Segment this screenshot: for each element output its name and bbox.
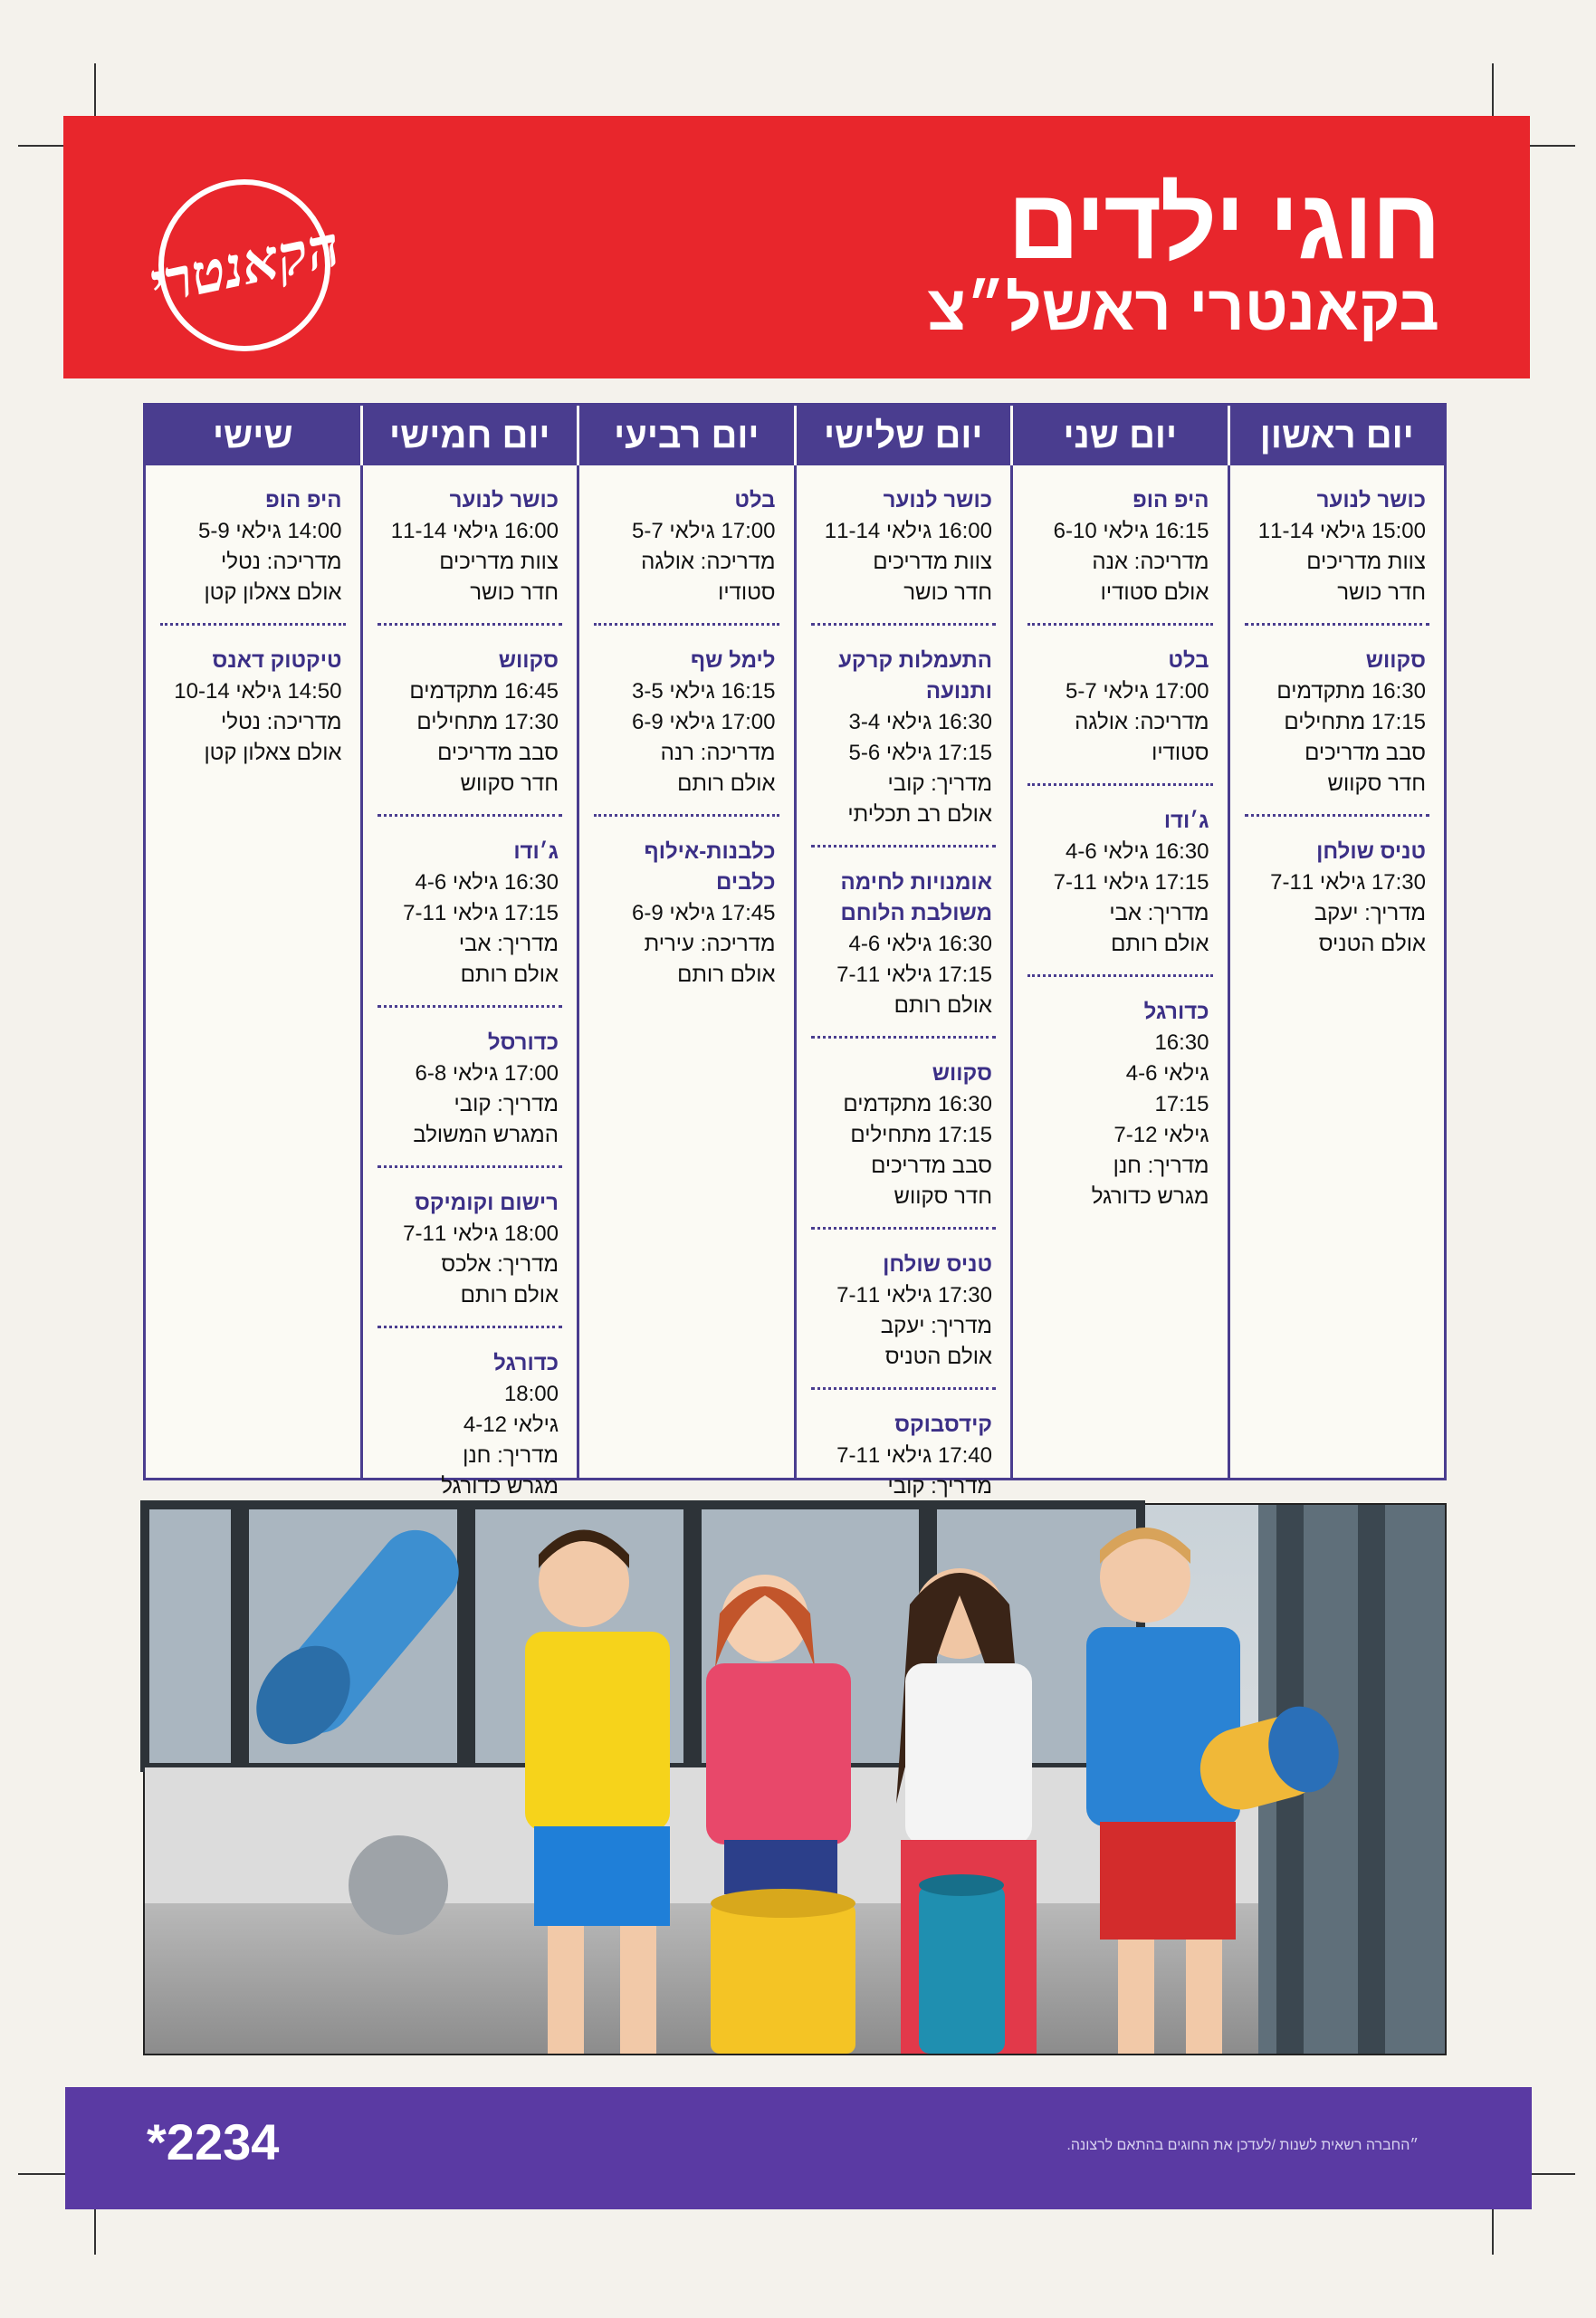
activity-detail: 16:30 מתקדמים: [1276, 679, 1426, 704]
activity-detail: 17:45 גילאי 6-9: [632, 901, 776, 925]
activity-detail: אולם צאלון קטן: [204, 741, 342, 765]
activity-detail: צוות מדריכים: [873, 550, 992, 574]
activity-detail: מדריכה: אולגה: [1075, 710, 1209, 734]
activity-entry: [811, 1049, 997, 1230]
activity-detail: 17:15: [1154, 1092, 1209, 1116]
activity-name: ג׳ודו: [513, 839, 559, 864]
activity-entry: [811, 476, 997, 626]
activity-detail: 16:00 גילאי 11-14: [390, 519, 559, 543]
activity-detail: מדריך: קובי: [887, 771, 992, 796]
day-header-tuesday: יום שלישי: [794, 406, 1011, 465]
activity-detail: סטודיו: [718, 580, 776, 605]
activity-detail: אולם רותם: [677, 771, 776, 796]
activity-name: כלבנות-אילוף כלבים: [644, 839, 776, 895]
activity-detail: 17:15 גילאי 7-11: [403, 901, 559, 925]
activity-detail: צוות מדריכים: [1306, 550, 1426, 574]
activity-detail: 18:00: [503, 1382, 559, 1406]
activity-detail: סטודיו: [1152, 741, 1209, 765]
page-subtitle: בקאנטרי ראשל״צ: [927, 273, 1439, 343]
activity-detail: אולם רותם: [677, 963, 776, 987]
activity-entry: [377, 1179, 563, 1328]
activity-entry: [1027, 637, 1213, 786]
activity-entry: [1245, 476, 1430, 626]
activity-detail: 17:15 גילאי 7-11: [836, 963, 992, 987]
activity-detail: מדריכה: אנה: [1092, 550, 1209, 574]
activity-detail: גילאי 7-12: [1113, 1123, 1209, 1147]
activity-detail: אולם רותם: [460, 963, 559, 987]
activity-detail: מדריך: אבי: [458, 932, 559, 956]
activity-entry: [594, 476, 779, 626]
activity-detail: 17:00 גילאי 5-7: [1066, 679, 1209, 704]
activity-name: טיקטוק דאנס: [212, 648, 342, 673]
activity-name: כושר לנוער: [449, 488, 559, 512]
activity-detail: מגרש כדורגל: [1091, 1184, 1209, 1209]
schedule-columns: [146, 465, 1444, 1499]
activity-entry: [377, 637, 563, 817]
header-banner: [63, 116, 1530, 378]
activity-detail: גילאי 4-12: [463, 1413, 559, 1437]
schedule-header-row: [146, 406, 1444, 465]
day-header-sunday: יום ראשון: [1228, 406, 1445, 465]
activity-detail: חדר כושר: [470, 580, 559, 605]
activity-name: התעמלות קרקע ותנועה: [838, 648, 992, 704]
activity-detail: גילאי 4-6: [1125, 1061, 1209, 1086]
activity-detail: מדריך: יעקב: [1314, 901, 1426, 925]
activity-entry: [1027, 988, 1213, 1227]
day-column: [360, 465, 578, 1499]
activity-name: כדורסל: [487, 1030, 559, 1055]
activity-name: בלט: [734, 488, 776, 512]
activity-detail: 14:50 גילאי 10-14: [174, 679, 342, 704]
activity-detail: מדריכה: אולגה: [641, 550, 776, 574]
activity-detail: אולם הטניס: [884, 1345, 992, 1369]
activity-entry: [594, 637, 779, 817]
activity-detail: 16:30 מתקדמים: [843, 1092, 992, 1116]
activity-detail: מדריך: חנן: [1113, 1154, 1209, 1178]
activity-entry: [377, 828, 563, 1008]
page-title: חוגי ילדים: [1008, 168, 1439, 280]
activity-name: אומנויות לחימה משולבת הלוחם: [840, 870, 992, 925]
day-header-monday: יום שני: [1010, 406, 1228, 465]
footer-banner: [65, 2087, 1532, 2209]
activity-detail: 16:30 גילאי 4-6: [415, 870, 559, 895]
activity-detail: 15:00 גילאי 11-14: [1257, 519, 1426, 543]
disclaimer-text: ״החברה רשאית לשנות /לעדכן את החוגים בהתאם לרצונה.: [1066, 2138, 1419, 2153]
activity-detail: 17:15 גילאי 5-6: [848, 741, 992, 765]
activity-detail: 17:30 גילאי 7-11: [1270, 870, 1426, 895]
activity-detail: מדריך: קובי: [887, 1474, 992, 1499]
activity-name: לימל שף: [690, 648, 776, 673]
activity-detail: אולם סטודיו: [1100, 580, 1209, 605]
activity-detail: 17:30 מתחילים: [416, 710, 559, 734]
activity-entry: [811, 637, 997, 848]
activity-detail: אולם הטניס: [1318, 932, 1426, 956]
activity-name: רישום וקומיקס: [415, 1191, 559, 1215]
activity-entry: [1027, 476, 1213, 626]
activity-name: כדורגל: [1143, 1000, 1209, 1024]
activity-detail: 17:00 גילאי 6-9: [632, 710, 776, 734]
activity-detail: אולם רותם: [894, 993, 992, 1018]
day-header-thursday: יום חמישי: [360, 406, 578, 465]
activity-detail: 16:30 גילאי 4-6: [848, 932, 992, 956]
activity-detail: אולם צאלון קטן: [204, 580, 342, 605]
activity-detail: מדריכה: רנה: [660, 741, 776, 765]
activity-entry: [811, 1240, 997, 1390]
activity-detail: סבב מדריכים: [437, 741, 559, 765]
activity-entry: [594, 828, 779, 1005]
day-column: [146, 465, 360, 1478]
activity-detail: אולם רותם: [1111, 932, 1209, 956]
activity-name: ג׳ודו: [1163, 809, 1209, 833]
activity-detail: 17:15 מתחילים: [850, 1123, 992, 1147]
logo-text: הקאנטרי: [143, 212, 346, 318]
activity-detail: חדר סקווש: [1327, 771, 1426, 796]
activity-name: כדורגל: [493, 1351, 559, 1375]
activity-detail: 17:15 גילאי 7-11: [1053, 870, 1209, 895]
activity-detail: 16:00 גילאי 11-14: [824, 519, 992, 543]
activity-entry: [811, 858, 997, 1039]
activity-detail: סבב מדריכים: [871, 1154, 992, 1178]
activity-entry: [160, 637, 346, 783]
activity-detail: 17:40 גילאי 7-11: [836, 1443, 992, 1468]
activity-entry: [377, 1339, 563, 1517]
activity-entry: [1245, 828, 1430, 974]
day-header-friday: שישי: [212, 415, 293, 455]
activity-detail: מגרש כדורגל: [441, 1474, 559, 1499]
activity-detail: 16:15 גילאי 6-10: [1053, 519, 1209, 543]
activity-detail: חדר כושר: [1337, 580, 1426, 605]
activity-name: קידסבוקס: [894, 1413, 992, 1437]
phone-number[interactable]: *2234: [147, 2113, 280, 2170]
activity-detail: 16:30 גילאי 3-4: [848, 710, 992, 734]
day-column: [1228, 465, 1445, 1478]
activity-detail: מדריך: יעקב: [880, 1314, 992, 1338]
activity-entry: [1027, 797, 1213, 977]
activity-name: סקווש: [498, 648, 559, 673]
day-header-wednesday: יום רביעי: [577, 406, 794, 465]
activity-detail: מדריך: חנן: [463, 1443, 559, 1468]
activity-detail: מדריך: קובי: [454, 1092, 559, 1116]
activity-detail: חדר כושר: [903, 580, 992, 605]
activity-detail: 16:30: [1154, 1030, 1209, 1055]
country-logo: [143, 179, 346, 351]
activity-name: כושר לנוער: [883, 488, 992, 512]
activity-name: בלט: [1168, 648, 1209, 673]
activity-detail: 17:15 מתחילים: [1284, 710, 1426, 734]
activity-detail: חדר סקווש: [460, 771, 559, 796]
activity-detail: 16:30 גילאי 4-6: [1066, 839, 1209, 864]
activity-detail: סבב מדריכים: [1305, 741, 1426, 765]
activity-detail: 17:30 גילאי 7-11: [836, 1283, 992, 1307]
activity-name: היפ הופ: [1132, 488, 1209, 512]
activity-detail: מדריכה: עירית: [644, 932, 776, 956]
kids-photo-illustration: [145, 1505, 1445, 2054]
activity-entry: [1245, 637, 1430, 817]
activity-detail: 16:15 גילאי 3-5: [632, 679, 776, 704]
schedule-table: [143, 403, 1447, 1499]
kids-photo: [143, 1503, 1447, 2055]
activity-detail: 18:00 גילאי 7-11: [403, 1221, 559, 1246]
activity-name: כושר לנוער: [1316, 488, 1426, 512]
day-column: [577, 465, 794, 1478]
activity-name: טניס שולחן: [883, 1252, 992, 1277]
activity-entry: [160, 476, 346, 626]
activity-detail: המגרש המשולב: [413, 1123, 559, 1147]
activity-detail: אולם רותם: [460, 1283, 559, 1307]
activity-detail: אולם רב תכליתי: [847, 802, 992, 827]
activity-detail: חדר סקווש: [894, 1184, 992, 1209]
day-column: [794, 465, 1011, 1499]
activity-entry: [377, 1019, 563, 1168]
activity-entry: [377, 476, 563, 626]
activity-name: סקווש: [932, 1061, 992, 1086]
activity-name: טניס שולחן: [1316, 839, 1426, 864]
activity-name: היפ הופ: [265, 488, 342, 512]
activity-detail: 17:00 גילאי 5-7: [632, 519, 776, 543]
activity-detail: מדריך: אבי: [1109, 901, 1209, 925]
activity-detail: 14:00 גילאי 5-9: [198, 519, 342, 543]
activity-detail: צוות מדריכים: [439, 550, 559, 574]
activity-detail: 17:00 גילאי 6-8: [415, 1061, 559, 1086]
day-column: [1010, 465, 1228, 1478]
activity-detail: 16:45 מתקדמים: [409, 679, 559, 704]
activity-detail: מדריך: אלכס: [441, 1252, 559, 1277]
activity-name: סקווש: [1365, 648, 1426, 673]
activity-detail: מדריכה: נטלי: [221, 710, 342, 734]
activity-detail: מדריכה: נטלי: [221, 550, 342, 574]
